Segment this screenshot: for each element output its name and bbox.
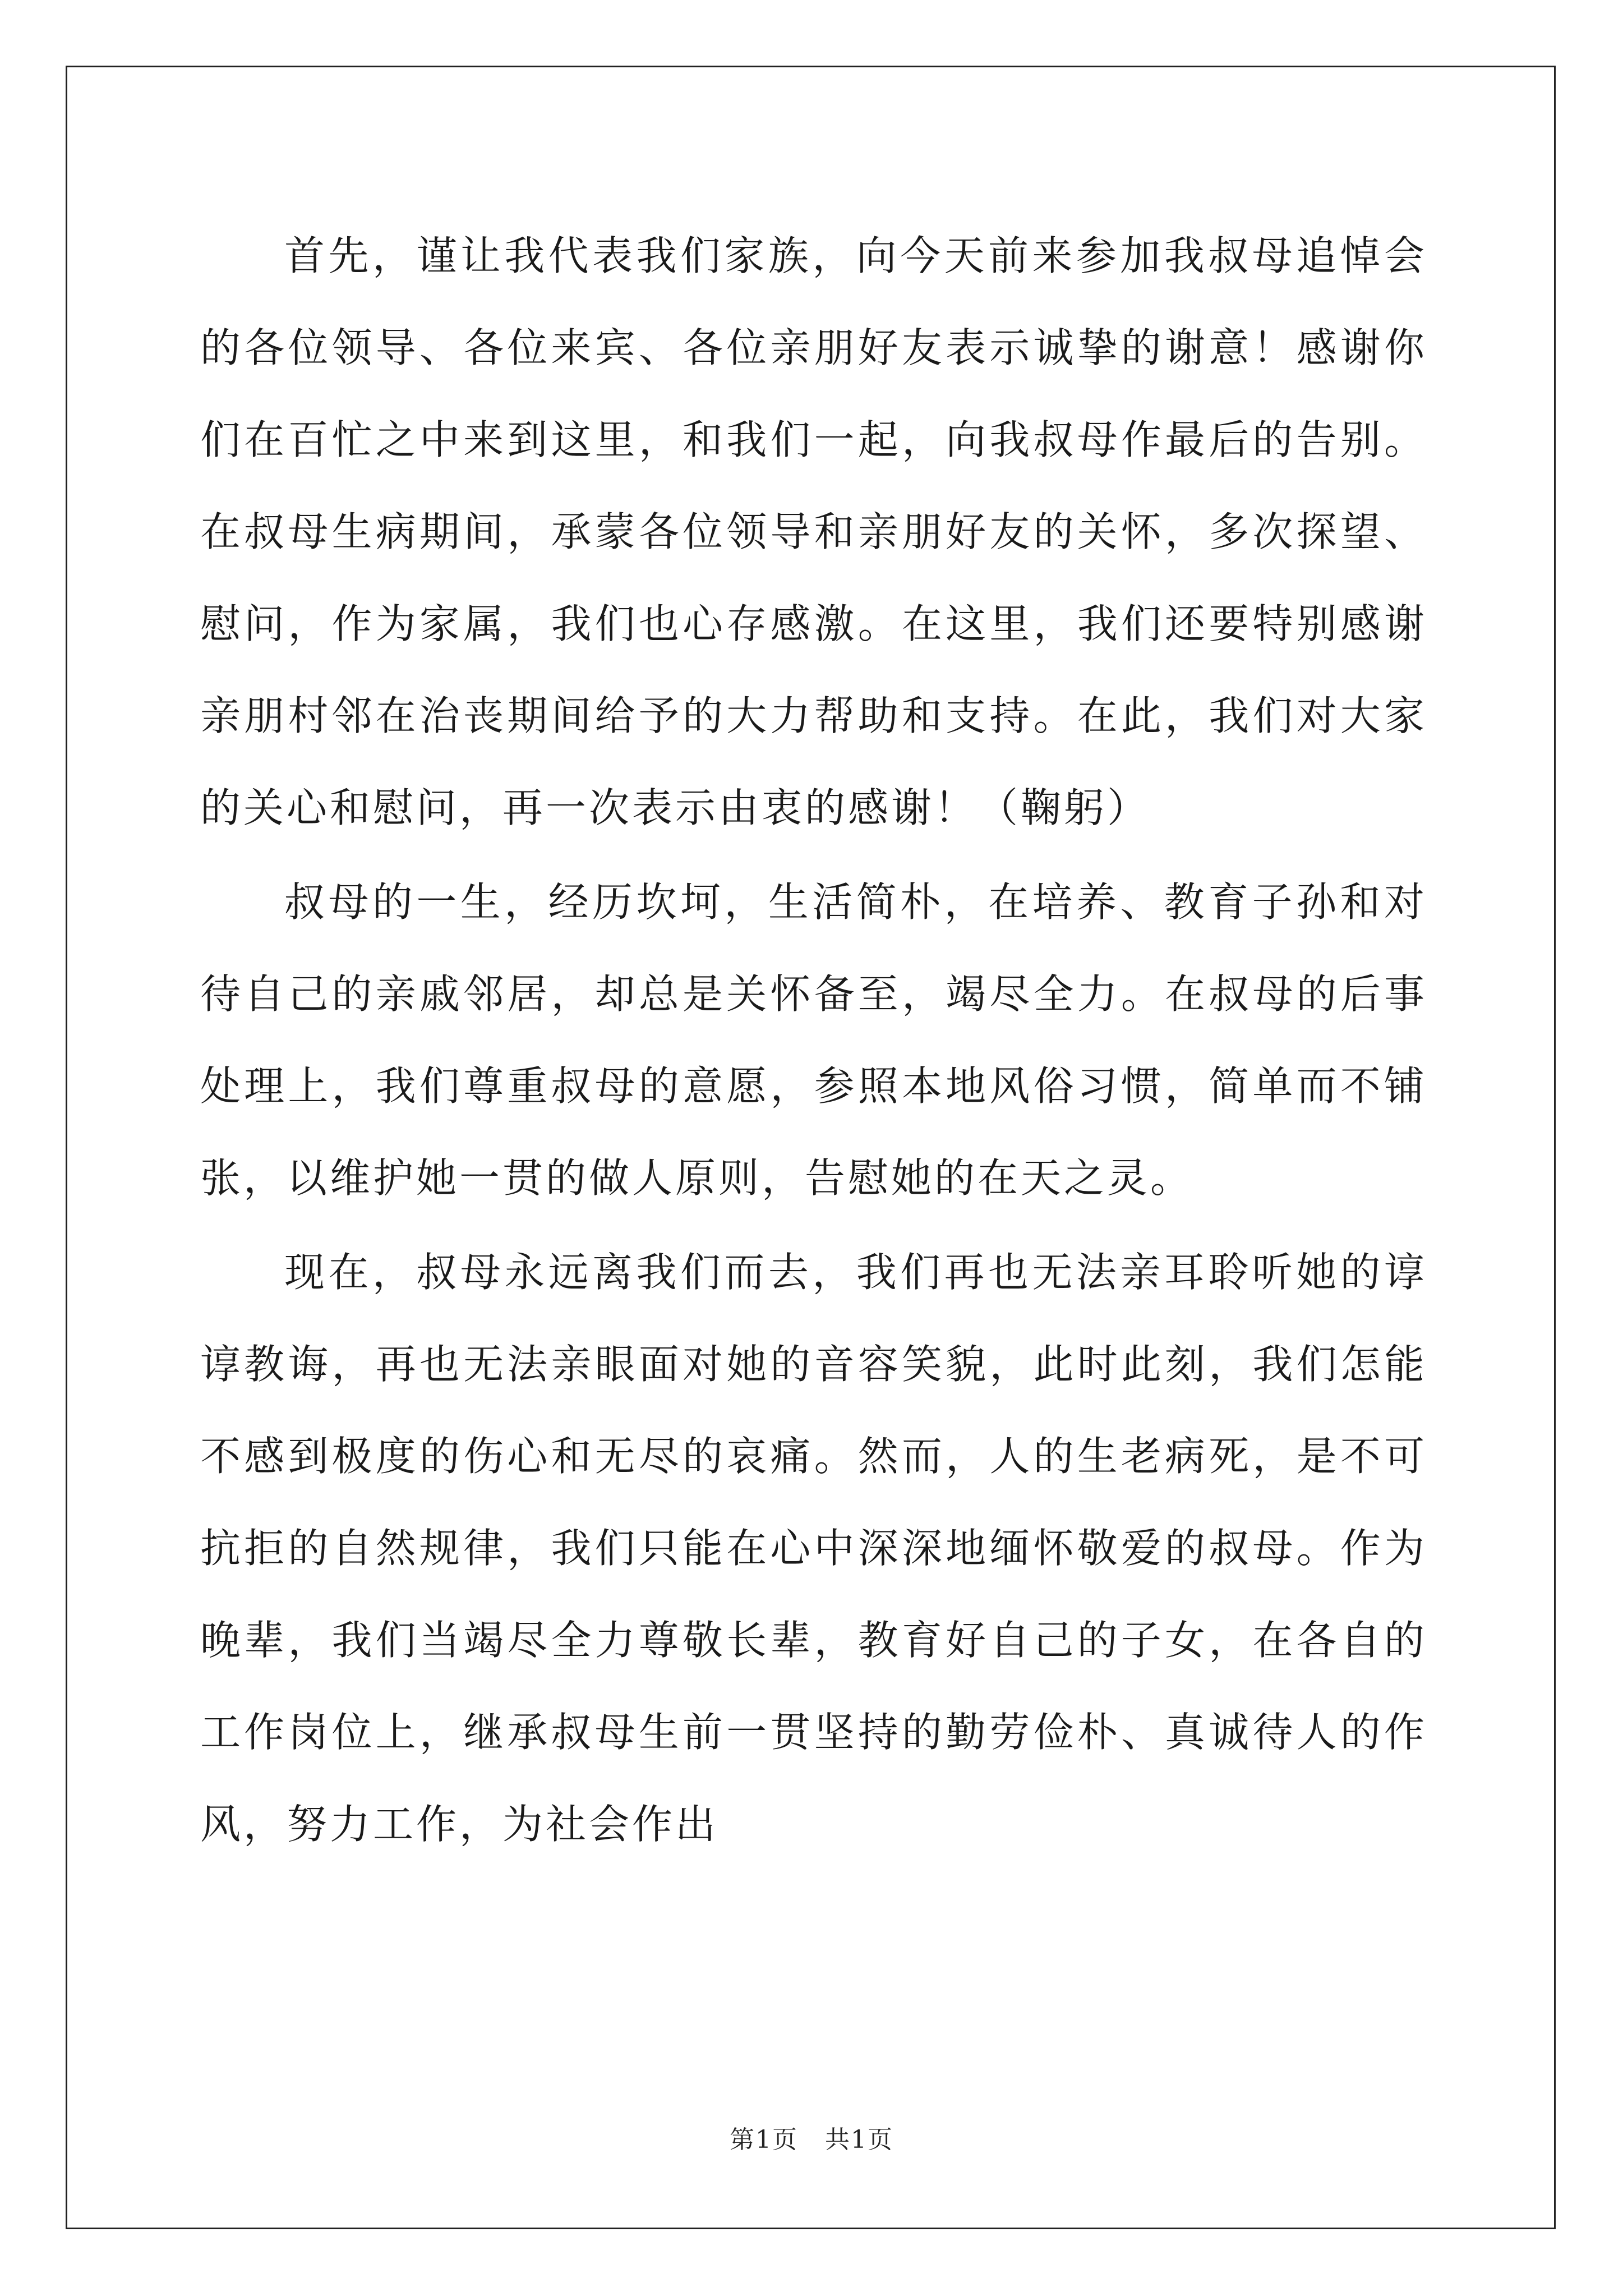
- document-body: [200, 210, 1427, 1870]
- page-number: 第1页: [730, 2125, 798, 2154]
- paragraph-2: 叔母的一生，经历坎坷，生活简朴，在培养、教育子孙和对待自己的亲戚邻居，却总是关怀备至，竭尽全力。在叔母的后事处理上，我们尊重叔母的意愿，参照本地风俗习惯，简单而不铺张，以维护她一贯的做人原则，告慰她的在天之灵。: [200, 878, 1427, 1202]
- page-total: 共1页: [825, 2125, 893, 2154]
- paragraph-1: 首先，谨让我代表我们家族，向今天前来参加我叔母追悼会的各位领导、各位来宾、各位亲朋好友表示诚挚的谢意！感谢你们在百忙之中来到这里，和我们一起，向我叔母作最后的告别。在叔母生病期间，承蒙各位领导和亲朋好友的关怀，多次探望、慰问，作为家属，我们也心存感激。在这里，我们还要特别感谢亲朋村邻在治丧期间给予的大力帮助和支持。在此，我们对大家的关心和慰问，再一次表示由衷的感谢！（鞠躬）: [200, 232, 1427, 831]
- page-footer: [0, 2123, 1623, 2157]
- paragraph-3: 现在，叔母永远离我们而去，我们再也无法亲耳聆听她的谆谆教诲，再也无法亲眼面对她的音容笑貌，此时此刻，我们怎能不感到极度的伤心和无尽的哀痛。然而，人的生老病死，是不可抗拒的自然规律，我们只能在心中深深地缅怀敬爱的叔母。作为晚辈，我们当竭尽全力尊敬长辈，教育好自己的子女，在各自的工作岗位上，继承叔母生前一贯坚持的勤劳俭朴、真诚待人的作风，努力工作，为社会作出: [200, 1249, 1427, 1848]
